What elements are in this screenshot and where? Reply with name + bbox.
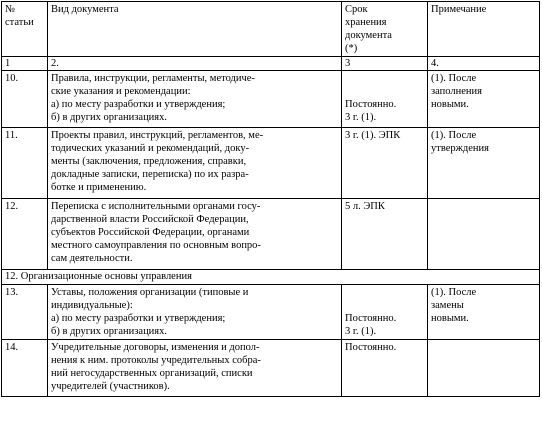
- document-type-line: дарственной власти Российской Федерации,: [51, 214, 249, 225]
- document-type: [48, 340, 342, 397]
- note: [428, 285, 540, 340]
- document-type-line: тодических указаний и рекомендаций, доку-: [51, 143, 250, 154]
- document-type-line: б) в других организациях.: [51, 112, 168, 123]
- document-type-line: менты (заключения, предложения, справки,: [51, 156, 247, 167]
- table-row: [2, 128, 540, 199]
- document-type-line: субъектов Российской Федерации, органами: [51, 227, 250, 238]
- header-document-type-label: Вид документа: [51, 4, 119, 15]
- header-row: [2, 2, 540, 57]
- document-type: [48, 71, 342, 128]
- note: [428, 340, 540, 397]
- document-type: [48, 285, 342, 340]
- column-number: 1: [2, 57, 48, 71]
- article-number: 14.: [2, 340, 48, 397]
- retention-term-line: 3 г. (1).: [345, 326, 377, 337]
- retention-term-line: 5 л. ЭПК: [345, 201, 385, 212]
- note: [428, 199, 540, 270]
- retention-term-line: Постоянно.: [345, 342, 397, 353]
- note-line: новыми.: [431, 99, 469, 110]
- article-number: 10.: [2, 71, 48, 128]
- header-document-type: [48, 2, 342, 57]
- document-type-line: Уставы, положения организации (типовые и: [51, 287, 249, 298]
- note-line: (1). После: [431, 73, 477, 84]
- note-line: замены: [431, 300, 464, 311]
- document-page: [1, 1, 539, 447]
- document-type-line: б) в других организациях.: [51, 326, 168, 337]
- document-type-line: индивидуальные):: [51, 300, 133, 311]
- article-number: 13.: [2, 285, 48, 340]
- document-type-line: нения к ним. протоколы учредительных собра-: [51, 355, 261, 366]
- header-retention-term: [342, 2, 428, 57]
- document-type-line: ний негосударственных организаций, списки: [51, 368, 253, 379]
- header-article-number: [2, 2, 48, 57]
- retention-term-line: Постоянно.: [345, 99, 397, 110]
- header-term-line: Срок: [345, 4, 368, 15]
- note: [428, 128, 540, 199]
- document-type-line: ботке и применению.: [51, 182, 147, 193]
- note-line: утверждения: [431, 143, 489, 154]
- document-type-line: Правила, инструкции, регламенты, методиче-: [51, 73, 255, 84]
- header-note-label: Примечание: [431, 4, 487, 15]
- header-note: [428, 2, 540, 57]
- header-term-line: (*): [345, 43, 358, 54]
- document-type-line: Переписка с исполнительными органами госу-: [51, 201, 261, 212]
- note-line: новыми.: [431, 313, 469, 324]
- table-row: [2, 340, 540, 397]
- table-row: [2, 71, 540, 128]
- header-article-number-line: статьи: [5, 17, 34, 28]
- retention-term-line: 3 г. (1).: [345, 112, 377, 123]
- document-type-line: докладные записки, переписка) по их разра-: [51, 169, 249, 180]
- column-number: 2.: [48, 57, 342, 71]
- document-type-line: Проекты правил, инструкций, регламентов, ме-: [51, 130, 264, 141]
- retention-term: [342, 71, 428, 128]
- note: [428, 71, 540, 128]
- section-row: [2, 270, 540, 285]
- retention-term-line: Постоянно.: [345, 313, 397, 324]
- note-line: (1). После: [431, 130, 477, 141]
- document-type-line: местного самоуправления по основным вопро-: [51, 240, 261, 251]
- column-number: 4.: [428, 57, 540, 71]
- document-type-line: а) по месту разработки и утверждения;: [51, 99, 226, 110]
- table-row: [2, 199, 540, 270]
- retention-term: [342, 340, 428, 397]
- section-heading: 12. Организационные основы управления: [2, 270, 540, 285]
- retention-term: [342, 128, 428, 199]
- header-term-line: документа: [345, 30, 392, 41]
- article-number: 12.: [2, 199, 48, 270]
- document-type-line: ские указания и рекомендации:: [51, 86, 191, 97]
- document-type-line: учредителей (участников).: [51, 381, 170, 392]
- document-type-line: а) по месту разработки и утверждения;: [51, 313, 226, 324]
- note-line: заполнения: [431, 86, 482, 97]
- article-number: 11.: [2, 128, 48, 199]
- note-line: (1). После: [431, 287, 477, 298]
- document-type: [48, 199, 342, 270]
- table-row: [2, 285, 540, 340]
- document-type-line: Учредительные договоры, изменения и допол-: [51, 342, 260, 353]
- document-type: [48, 128, 342, 199]
- column-number: 3: [342, 57, 428, 71]
- header-term-line: хранения: [345, 17, 387, 28]
- header-article-number-line: №: [5, 4, 16, 15]
- retention-term-line: 3 г. (1). ЭПК: [345, 130, 401, 141]
- document-type-line: сам деятельности.: [51, 253, 133, 264]
- retention-table: [1, 1, 540, 397]
- column-numbering-row: [2, 57, 540, 71]
- retention-term: [342, 199, 428, 270]
- retention-term: [342, 285, 428, 340]
